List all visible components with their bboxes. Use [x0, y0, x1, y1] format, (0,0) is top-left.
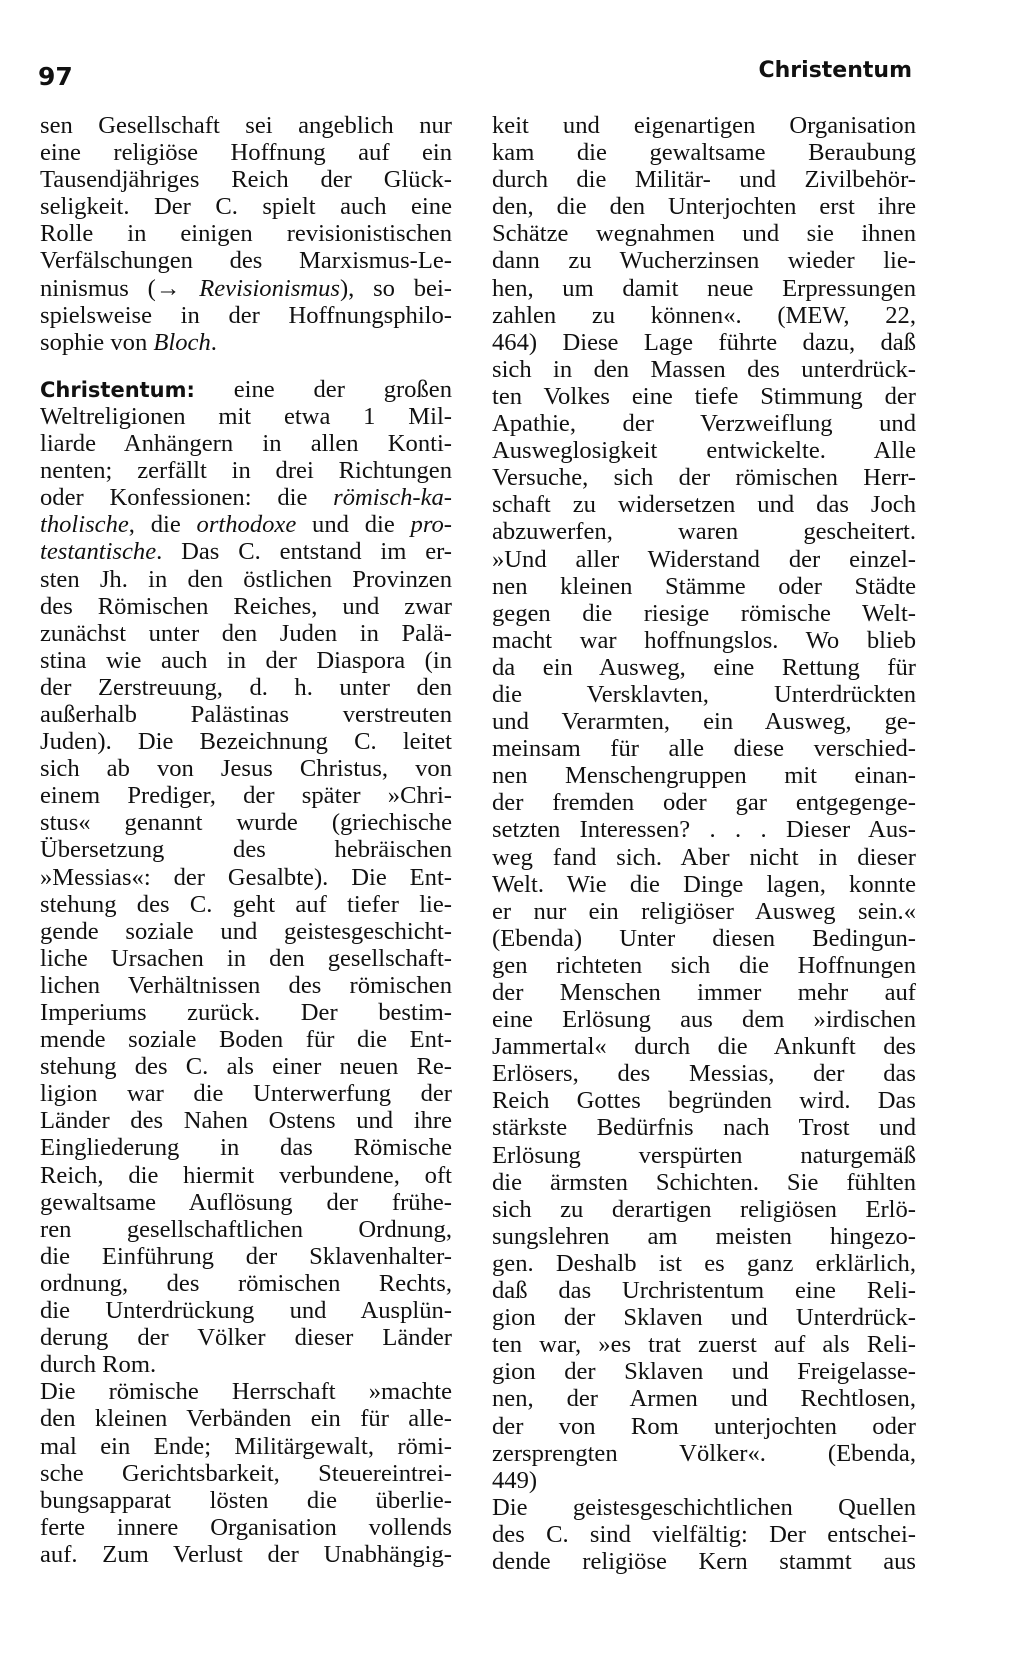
text-line: der fremden oder gar entgegenge- — [492, 789, 916, 817]
text-line: tholische, die orthodoxe und die pro- — [40, 511, 452, 539]
text-line: da ein Ausweg, eine Rettung für — [492, 653, 916, 681]
text-line: Übersetzung des hebräischen — [40, 836, 452, 864]
text-line: die Unterdrückung und Ausplün- — [40, 1297, 452, 1325]
page-number: 97 — [38, 62, 73, 91]
text-line: kam die gewaltsame Beraubung — [492, 139, 916, 167]
text-line: Imperiums zurück. Der bestim- — [40, 999, 452, 1026]
text-line: ferte innere Organisation vollends — [40, 1513, 452, 1541]
text-line: testantische. Das C. entstand im er- — [40, 538, 452, 566]
text-line: 464) Diese Lage führte dazu, daß — [492, 328, 916, 356]
text-line: sungslehren am meisten hingezo- — [492, 1222, 916, 1250]
text-line: ten war, »es trat zuerst auf als Reli- — [492, 1331, 916, 1359]
text-line: gen. Deshalb ist es ganz erklärlich, — [492, 1249, 916, 1277]
text-line: sen Gesellschaft sei angeblich nur — [40, 112, 452, 139]
text-line: gion der Sklaven und Freigelasse- — [492, 1358, 916, 1386]
text-line: durch die Militär- und Zivilbehör- — [492, 166, 916, 194]
text-line: weg fand sich. Aber nicht in dieser — [492, 843, 916, 871]
text-line: Länder des Nahen Ostens und ihre — [40, 1107, 452, 1135]
text-line: sche Gerichtsbarkeit, Steuereintrei- — [40, 1459, 452, 1487]
text-line: seligkeit. Der C. spielt auch eine — [40, 193, 452, 221]
text-line: stärkste Bedürfnis nach Trost und — [492, 1114, 916, 1142]
entry-first-line — [40, 376, 452, 403]
entry-first-line-text: eine der großen — [194, 375, 452, 403]
text-line: sten Jh. in den östlichen Provinzen — [40, 565, 452, 593]
text-line: des Römischen Reiches, und zwar — [40, 592, 452, 620]
text-line: mal ein Ende; Militärgewalt, römi- — [40, 1432, 452, 1460]
text-line: Reich, die hiermit verbundene, oft — [40, 1161, 452, 1189]
text-line: Tausendjähriges Reich der Glück- — [40, 166, 452, 194]
text-line: gende soziale und geistesgeschicht- — [40, 917, 452, 945]
text-line: Verfälschungen des Marxismus-Le- — [40, 247, 452, 275]
text-line: einem Prediger, der später »Chri- — [40, 782, 452, 810]
text-line: ordnung, des römischen Rechts, — [40, 1269, 452, 1297]
text-line: stus« genannt wurde (griechische — [40, 809, 452, 837]
text-line: ninismus (→ Revisionismus), so bei- — [40, 274, 452, 302]
text-line: Die römische Herrschaft »machte — [40, 1378, 452, 1406]
text-line: der von Rom unterjochten oder — [492, 1412, 916, 1440]
entry-lemma: Christentum: — [40, 377, 195, 402]
text-line: abzuwerfen, waren gescheitert. — [492, 518, 916, 546]
text-line: Jammertal« durch die Ankunft des — [492, 1033, 916, 1061]
text-line: nen Menschengruppen mit einan- — [492, 762, 916, 790]
text-line: nenten; zerfällt in drei Richtungen — [40, 457, 452, 485]
text-line: Juden). Die Bezeichnung C. leitet — [40, 728, 452, 756]
text-line: Die geistesgeschichtlichen Quellen — [492, 1493, 916, 1521]
text-line: zahlen zu können«. (MEW, 22, — [492, 301, 916, 329]
text-line: auf. Zum Verlust der Unabhängig- — [40, 1540, 452, 1568]
text-line: Erlösung verspürten naturgemäß — [492, 1141, 916, 1169]
text-line: dende religiöse Kern stammt aus — [492, 1547, 916, 1575]
text-line: setzten Interessen? . . . Dieser Aus- — [492, 816, 916, 844]
text-line: Schätze wegnahmen und sie ihnen — [492, 220, 916, 248]
text-line: liche Ursachen in den gesellschaft- — [40, 944, 452, 972]
text-line: ren gesellschaftlichen Ordnung, — [40, 1215, 452, 1243]
text-line: schaft zu widersetzen und das Joch — [492, 491, 916, 519]
text-line: gewaltsame Auflösung der frühe- — [40, 1188, 452, 1216]
text-line: Versuche, sich der römischen Herr- — [492, 464, 916, 492]
paragraph-gap — [40, 356, 452, 376]
text-line: keit und eigenartigen Organisation — [492, 112, 916, 139]
text-line: der Zerstreuung, d. h. unter den — [40, 673, 452, 701]
text-line: ten Volkes eine tiefe Stimmung der — [492, 382, 916, 410]
text-line: spielsweise in der Hoffnungsphilo- — [40, 301, 452, 329]
text-line: dann zu Wucherzinsen wieder lie- — [492, 247, 916, 275]
left-column — [40, 112, 452, 1568]
text-line: er nur ein religiöser Ausweg sein.« — [492, 897, 916, 925]
text-line: mende soziale Boden für die Ent- — [40, 1026, 452, 1054]
text-line: »Messias«: der Gesalbte). Die Ent- — [40, 863, 452, 891]
text-line: sophie von Bloch. — [40, 328, 217, 356]
text-line: sich in den Massen des unterdrück- — [492, 355, 916, 383]
text-line: nen kleinen Stämme oder Städte — [492, 572, 916, 600]
text-line: ligion war die Unterwerfung der — [40, 1080, 452, 1108]
text-line: Welt. Wie die Dinge lagen, konnte — [492, 870, 916, 898]
text-line: oder Konfessionen: die römisch-ka- — [40, 484, 452, 512]
text-line: stehung des C. geht auf tiefer lie- — [40, 890, 452, 918]
text-line: Erlösers, des Messias, der das — [492, 1060, 916, 1088]
text-line: eine religiöse Hoffnung auf ein — [40, 139, 452, 167]
text-line: Rolle in einigen revisionistischen — [40, 220, 452, 248]
text-line: Ausweglosigkeit entwickelte. Alle — [492, 437, 916, 465]
text-line: die Versklavten, Unterdrückten — [492, 680, 916, 708]
text-line: den kleinen Verbänden ein für alle- — [40, 1405, 452, 1433]
text-line: 449) — [492, 1466, 538, 1494]
text-line: macht war hoffnungslos. Wo blieb — [492, 626, 916, 654]
text-line: der Menschen immer mehr auf — [492, 979, 916, 1006]
text-line: stina wie auch in der Diaspora (in — [40, 646, 452, 674]
text-line: Reich Gottes begründen wird. Das — [492, 1087, 916, 1115]
text-line: hen, um damit neue Erpressungen — [492, 274, 916, 302]
text-line: derung der Völker dieser Länder — [40, 1324, 452, 1352]
text-line: außerhalb Palästinas verstreuten — [40, 700, 452, 728]
text-line: durch Rom. — [40, 1351, 157, 1379]
text-line: »Und aller Widerstand der einzel- — [492, 545, 916, 573]
text-line: Weltreligionen mit etwa 1 Mil- — [40, 402, 452, 430]
text-line: bungsapparat lösten die überlie- — [40, 1486, 452, 1514]
text-line: gegen die riesige römische Welt- — [492, 599, 916, 627]
text-line: daß das Urchristentum eine Reli- — [492, 1277, 916, 1305]
text-line: sich zu derartigen religiösen Erlö- — [492, 1195, 916, 1223]
right-column — [492, 112, 916, 1575]
text-line: gen richteten sich die Hoffnungen — [492, 951, 916, 979]
text-line: die ärmsten Schichten. Sie fühlten — [492, 1168, 916, 1196]
text-line: meinsam für alle diese verschied- — [492, 735, 916, 763]
text-line: den, die den Unterjochten erst ihre — [492, 193, 916, 221]
text-line: und Verarmten, ein Ausweg, ge- — [492, 708, 916, 736]
text-line: des C. sind vielfältig: Der entschei- — [492, 1520, 916, 1548]
text-line: eine Erlösung aus dem »irdischen — [492, 1006, 916, 1034]
text-line: nen, der Armen und Rechtlosen, — [492, 1385, 916, 1413]
text-line: (Ebenda) Unter diesen Bedingun- — [492, 924, 916, 952]
text-line: liarde Anhängern in allen Konti- — [40, 430, 452, 458]
running-head: Christentum — [758, 58, 912, 83]
text-line: stehung des C. als einer neuen Re- — [40, 1053, 452, 1081]
text-line: Apathie, der Verzweiflung und — [492, 410, 916, 438]
text-line: Eingliederung in das Römische — [40, 1134, 452, 1162]
text-line: zersprengten Völker«. (Ebenda, — [492, 1439, 916, 1467]
text-line: gion der Sklaven und Unterdrück- — [492, 1304, 916, 1332]
text-line: zunächst unter den Juden in Palä- — [40, 619, 452, 647]
text-line: sich ab von Jesus Christus, von — [40, 755, 452, 783]
text-line: die Einführung der Sklavenhalter- — [40, 1242, 452, 1270]
text-line: lichen Verhältnissen des römischen — [40, 971, 452, 999]
